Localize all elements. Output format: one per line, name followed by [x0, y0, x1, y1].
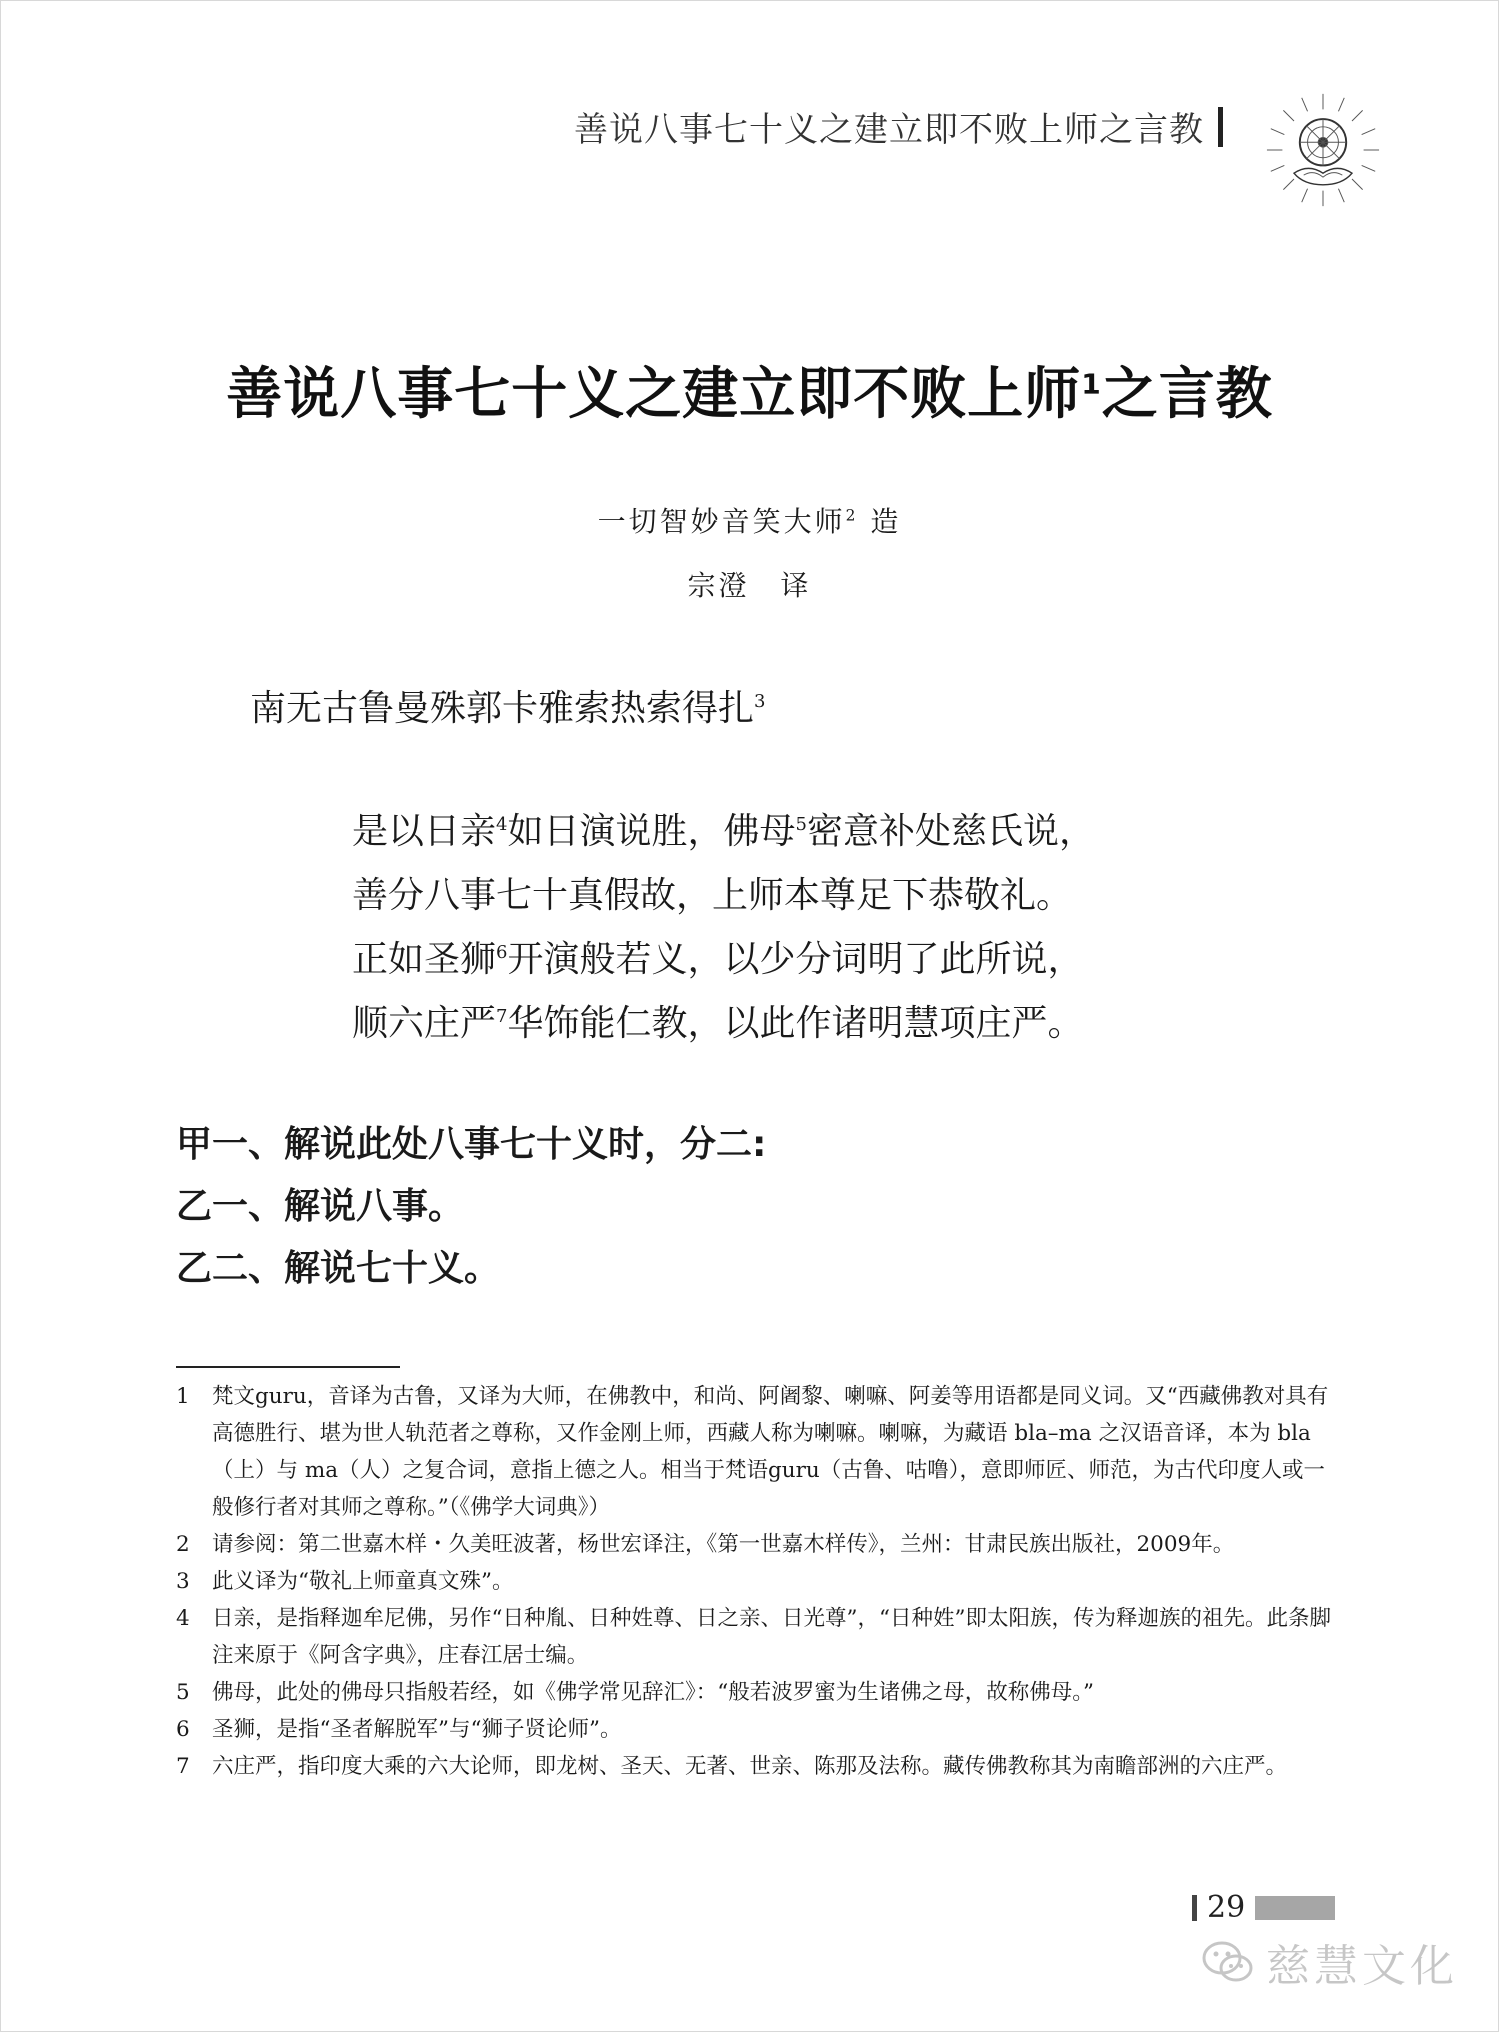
- verse-line: 是以日亲$^4$如日演说胜，佛母$^5$密意补处慈氏说，: [352, 811, 1095, 852]
- header-divider: [1218, 107, 1223, 147]
- section-heading: 乙一、解说八事。: [176, 1186, 465, 1227]
- translator-line: 宗澄 译: [687, 569, 812, 602]
- section-headings: [176, 1114, 766, 1300]
- footnote-rule: [176, 1366, 400, 1368]
- running-header: [574, 102, 1357, 151]
- wechat-icon: [1200, 1938, 1256, 1986]
- author-line: 一切智妙音笑大师$^2$ 造: [597, 505, 902, 538]
- page-number-block: [1255, 1896, 1335, 1920]
- verse-line: 善分八事七十真假故，上师本尊足下恭敬礼。: [352, 875, 1073, 916]
- footnote: 6 圣狮，是指“圣者解脱军”与“狮子贤论师”。: [176, 1717, 622, 1742]
- running-header-title: 善说八事七十义之建立即不败上师之言教: [574, 110, 1204, 150]
- page-number-bar: [1192, 1895, 1197, 1921]
- watermark: [1200, 1930, 1458, 1994]
- page-number: [1192, 1890, 1335, 1925]
- footnote: 5 佛母，此处的佛母只指般若经，如《佛学常见辞汇》：“般若波罗蜜为生诸佛之母，故称佛母。”: [176, 1680, 1094, 1705]
- verse-line: 正如圣狮$^6$开演般若义，以少分词明了此所说，: [352, 939, 1084, 980]
- page-number-text: 29: [1207, 1890, 1246, 1925]
- footnote: 7 六庄严，指印度大乘的六大论师，即龙树、圣天、无著、世亲、陈那及法称。藏传佛教称其为南瞻部洲的六庄严。: [176, 1754, 1288, 1779]
- section-heading: 甲一、解说此处八事七十义时，分二:: [176, 1124, 767, 1165]
- homage-line: 南无古鲁曼殊郭卡雅索热索得扎$^3$: [250, 688, 766, 729]
- watermark-text: 慈慧文化: [1266, 1941, 1458, 1992]
- verse-line: 顺六庄严$^7$华饰能仁教，以此作诸明慧项庄严。: [352, 1003, 1084, 1044]
- footnotes: [176, 1378, 1344, 1785]
- page-title: 善说八事七十义之建立即不败上师$^1$之言教: [226, 362, 1273, 427]
- footnote: 1 梵文guru，音译为古鲁，又译为大师，在佛教中，和尚、阿阇黎、喇嘛、阿姜等用语都是同义词。又“西藏佛教对具有高德胜行、堪为世人轨范者之尊称，又作金刚上师，西藏人称为喇嘛。喇嘛，为藏语 bla–ma 之汉语音译，本为 bla（上）与 ma（人）之复合词，意指上德之人。相当于梵语guru（古鲁、咕噜），意即师匠、师范，为古代印度人或一般修行者对其师之尊称。”（《佛学大词典》）: [176, 1384, 1329, 1520]
- section-heading: 乙二、解说七十义。: [176, 1248, 501, 1289]
- footnote: 3 此义译为“敬礼上师童真文殊”。: [176, 1569, 514, 1594]
- dharma-wheel-lotus-icon: [1265, 92, 1381, 208]
- footnote: 2 请参阅：第二世嘉木样・久美旺波著，杨世宏译注，《第一世嘉木样传》，兰州：甘肃民族出版社，2009年。: [176, 1532, 1235, 1557]
- verse-block: [352, 800, 1095, 1056]
- footnote: 4 日亲，是指释迦牟尼佛，另作“日种胤、日种姓尊、日之亲、日光尊”，“日种姓”即太阳族，传为释迦族的祖先。此条脚注来原于《阿含字典》，庄春江居士编。: [176, 1606, 1331, 1668]
